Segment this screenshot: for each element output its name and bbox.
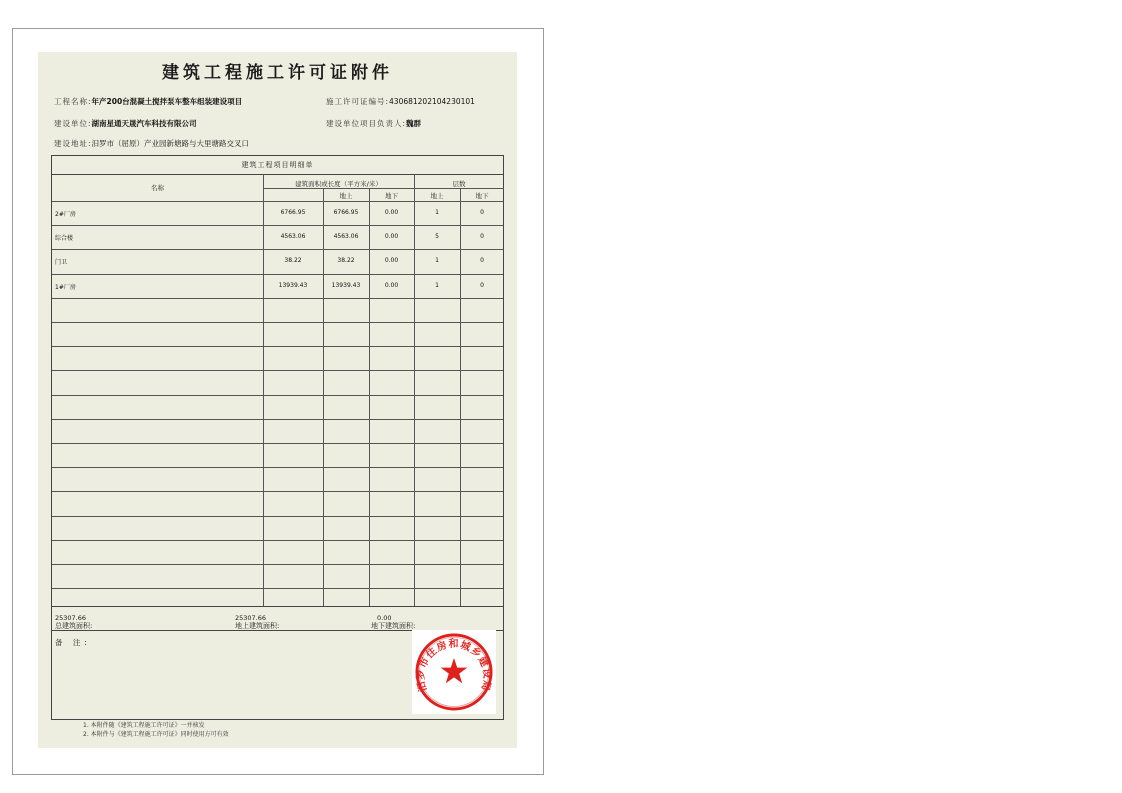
project-name-field	[54, 96, 242, 107]
leader-value: 魏群	[406, 119, 422, 128]
table-cell-total: 38.22	[284, 257, 302, 265]
grid-line-h	[52, 322, 503, 323]
grid-line-v	[323, 188, 324, 606]
leader-field	[326, 118, 421, 129]
table-cell-total: 4563.06	[280, 233, 306, 241]
permit-no-value: 430681202104230101	[389, 97, 475, 106]
seal-text: 汨罗市住房和城乡建设局	[415, 639, 493, 693]
table-cell-floors-below: 0	[480, 257, 484, 265]
table-cell-name: 门卫	[55, 259, 68, 267]
grid-line-h	[52, 540, 503, 541]
table-cell-floors-below: 0	[480, 233, 484, 241]
project-name-value: 年产200台混凝土搅拌泵车整车组装建设项目	[91, 97, 243, 106]
footnote-1: 1. 本附件随《建筑工程施工许可证》一并核发	[83, 722, 205, 729]
table-cell-total: 6766.95	[280, 209, 306, 216]
certificate-paper	[38, 52, 517, 748]
table-cell-name: 1#厂房	[55, 283, 76, 291]
grid-line-h	[52, 201, 503, 202]
grid-line-h	[52, 491, 503, 492]
table-cell-above: 6766.95	[333, 209, 359, 216]
leader-label: 建设单位项目负责人:	[326, 119, 407, 128]
table-cell-below: 0.00	[384, 281, 399, 289]
grid-line-h	[52, 588, 503, 589]
grid-line-h	[52, 467, 503, 468]
permit-no-field	[326, 96, 475, 107]
table-cell-below: 0.00	[384, 233, 399, 241]
table-cell-name: 2#厂房	[55, 211, 76, 218]
table-cell-floors-above: 1	[435, 257, 439, 265]
table-cell-above: 13939.43	[331, 281, 361, 289]
table-cell-floors-below: 0	[480, 209, 484, 216]
total-area-field	[55, 614, 93, 630]
permit-no-label: 施工许可证编号:	[326, 97, 390, 106]
total-area-label: 总建筑面积:	[55, 622, 93, 630]
table-cell-name: 综合楼	[55, 235, 74, 243]
footnote-2: 2. 本附件与《建筑工程施工许可证》同时使用方可有效	[83, 731, 229, 738]
header-name: 名称	[151, 184, 164, 192]
grid-line-h	[52, 370, 503, 371]
below-area-value: 0.00	[377, 614, 392, 622]
table-cell-above: 38.22	[337, 257, 355, 265]
header-area-above: 地上	[339, 192, 353, 200]
below-area-field	[371, 614, 416, 630]
header-floors-above: 地上	[430, 192, 444, 200]
grid-line-h	[52, 274, 503, 275]
table-cell-above: 4563.06	[333, 233, 359, 241]
table-cell-below: 0.00	[384, 209, 399, 216]
grid-line-h	[52, 225, 503, 226]
above-area-value: 25307.66	[235, 614, 267, 622]
above-area-field	[235, 614, 280, 630]
total-area-value: 25307.66	[55, 614, 87, 622]
table-cell-floors-below: 0	[480, 281, 484, 289]
grid-line-h	[52, 298, 503, 299]
table-cell-floors-above: 5	[435, 233, 439, 241]
address-field	[54, 138, 249, 149]
grid-line-v	[460, 188, 461, 606]
header-floors-below: 地下	[475, 192, 489, 200]
project-detail-table	[51, 155, 504, 607]
build-unit-field	[54, 118, 197, 129]
below-area-label: 地下建筑面积:	[371, 622, 416, 630]
table-cell-total: 13939.43	[278, 281, 308, 289]
table-caption: 建筑工程项目明细单	[52, 156, 503, 175]
grid-line-h	[52, 346, 503, 347]
area-summary-row	[51, 607, 504, 631]
project-name-label: 工程名称:	[54, 97, 92, 106]
header-floors-group: 层数	[452, 180, 466, 188]
header-area-below: 地下	[385, 192, 398, 200]
table-cell-floors-above: 1	[435, 281, 439, 289]
official-seal-stamp	[412, 630, 496, 714]
table-cell-below: 0.00	[384, 257, 399, 265]
grid-line-h	[263, 188, 504, 189]
table-cell-floors-above: 1	[435, 209, 439, 216]
footnotes	[83, 721, 229, 739]
remarks-label: 备 注:	[55, 638, 91, 647]
grid-line-h	[52, 443, 503, 444]
address-label: 建设地址:	[54, 139, 92, 148]
header-area-group: 建筑面积或长度（平方米/米）	[295, 180, 382, 188]
build-unit-label: 建设单位:	[54, 119, 92, 128]
grid-line-h	[52, 249, 503, 250]
address-value: 汨罗市（屈原）产业园新塘路与大里塘路交叉口	[91, 139, 250, 148]
grid-line-h	[52, 564, 503, 565]
document-title: 建筑工程施工许可证附件	[162, 63, 393, 83]
grid-line-h	[52, 419, 503, 420]
grid-line-h	[52, 516, 503, 517]
grid-line-h	[52, 395, 503, 396]
above-area-label: 地上建筑面积:	[235, 622, 280, 630]
grid-line-v	[369, 188, 370, 606]
build-unit-value: 湖南星通天晟汽车科技有限公司	[91, 119, 197, 128]
